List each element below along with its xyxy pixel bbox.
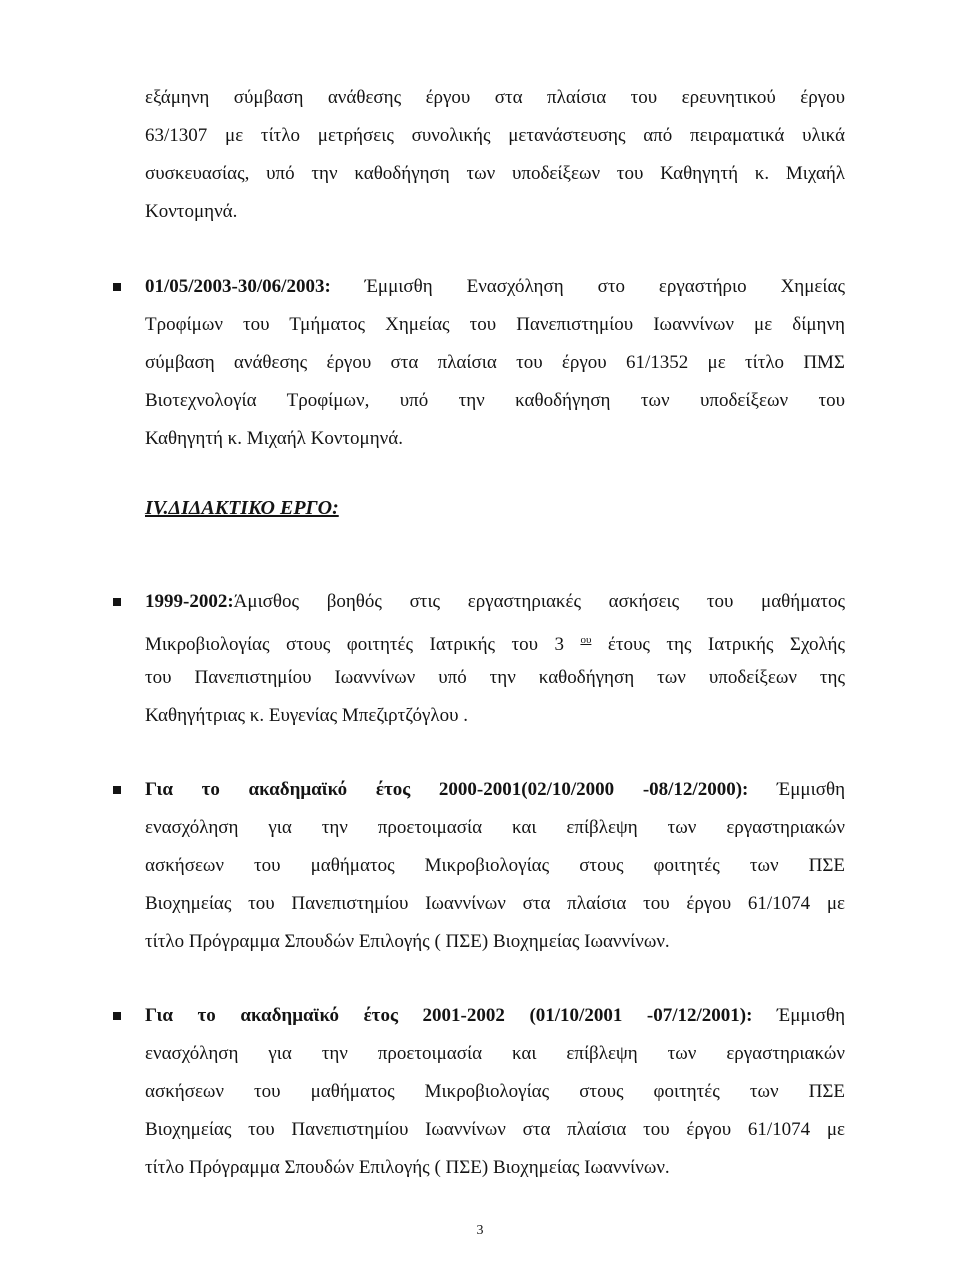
employment-item-1 <box>145 268 845 458</box>
bullet-square-icon <box>113 1012 121 1020</box>
bullet-square-icon <box>113 598 121 606</box>
text-line: 63/1307 με τίτλο μετρήσεις συνολικής μετανάστευσης από πειραματικά υλικά <box>145 125 845 146</box>
section-heading: IV.ΔΙΔΑΚΤΙΚΟ ΕΡΓΟ: <box>145 497 339 519</box>
text-line: εξάμηνη σύμβαση ανάθεσης έργου στα πλαίσια του ερευνητικού έργου <box>145 87 845 108</box>
text-line: Βιοχημείας του Πανεπιστημίου Ιωαννίνων στα πλαίσια του έργου 61/1074 με <box>145 1119 845 1140</box>
date-range-label: 01/05/2003-30/06/2003: <box>145 276 331 297</box>
page-number: 3 <box>476 1223 484 1238</box>
text-line: τίτλο Πρόγραμμα Σπουδών Επιλογής ( ΠΣΕ) Βιοχημείας Ιωαννίνων. <box>145 931 670 952</box>
text-line: σύμβαση ανάθεσης έργου στα πλαίσια του έργου 61/1352 με τίτλο ΠΜΣ <box>145 352 845 373</box>
date-range-label: 1999-2002: <box>145 591 234 612</box>
text-line: Τροφίμων του Τμήματος Χημείας του Πανεπιστημίου Ιωαννίνων με δίμηνη <box>145 314 845 335</box>
item-text: Άμισθος βοηθός στις εργαστηριακές ασκήσεις του μαθήματος <box>233 591 845 612</box>
ordinal-superscript: ου <box>580 634 592 646</box>
item-text: Έμμισθη <box>748 779 846 800</box>
teaching-item-1 <box>145 583 845 735</box>
text-line: ασκήσεων του μαθήματος Μικροβιολογίας στους φοιτητές των ΠΣΕ <box>145 855 845 876</box>
text-line: ασκήσεων του μαθήματος Μικροβιολογίας στους φοιτητές των ΠΣΕ <box>145 1081 845 1102</box>
academic-year-label: Για το ακαδημαϊκό έτος 2001-2002 (01/10/2001 -07/12/2001): <box>145 1005 753 1026</box>
text-line: Κοντομηνά. <box>145 201 238 222</box>
text-line: Καθηγητή κ. Μιχαήλ Κοντομηνά. <box>145 428 403 449</box>
item-text: Έμμισθη Ενασχόληση στο εργαστήριο Χημείας <box>330 276 845 297</box>
bullet-square-icon <box>113 786 121 794</box>
text-line: Καθηγήτριας κ. Ευγενίας Μπεζιρτζόγλου . <box>145 705 468 726</box>
text-line: τίτλο Πρόγραμμα Σπουδών Επιλογής ( ΠΣΕ) Βιοχημείας Ιωαννίνων. <box>145 1157 670 1178</box>
text-line: Βιοτεχνολογία Τροφίμων, υπό την καθοδήγηση των υποδείξεων του <box>145 390 845 411</box>
text-line <box>145 268 845 306</box>
text-line <box>145 997 845 1035</box>
text-line <box>145 771 845 809</box>
text-line: ενασχόληση για την προετοιμασία και επίβλεψη των εργαστηριακών <box>145 817 845 838</box>
academic-year-label: Για το ακαδημαϊκό έτος 2000-2001(02/10/2000 -08/12/2000): <box>145 779 749 800</box>
text-line <box>145 583 845 621</box>
text-line: συσκευασίας, υπό την καθοδήγηση των υποδείξεων του Καθηγητή κ. Μιχαήλ <box>145 163 845 184</box>
text-line: Μικροβιολογίας στους φοιτητές Ιατρικής του 3 $^{o\upsilon}$ έτους της Ιατρικής Σχολής <box>145 634 845 655</box>
text-line: του Πανεπιστημίου Ιωαννίνων υπό την καθοδήγηση των υποδείξεων της <box>145 667 845 688</box>
teaching-item-2 <box>145 771 845 961</box>
text-line: ενασχόληση για την προετοιμασία και επίβλεψη των εργαστηριακών <box>145 1043 845 1064</box>
text-line: Βιοχημείας του Πανεπιστημίου Ιωαννίνων στα πλαίσια του έργου 61/1074 με <box>145 893 845 914</box>
item-text: Έμμισθη <box>752 1005 845 1026</box>
teaching-item-3 <box>145 997 845 1187</box>
continuation-paragraph <box>145 79 845 231</box>
bullet-square-icon <box>113 283 121 291</box>
